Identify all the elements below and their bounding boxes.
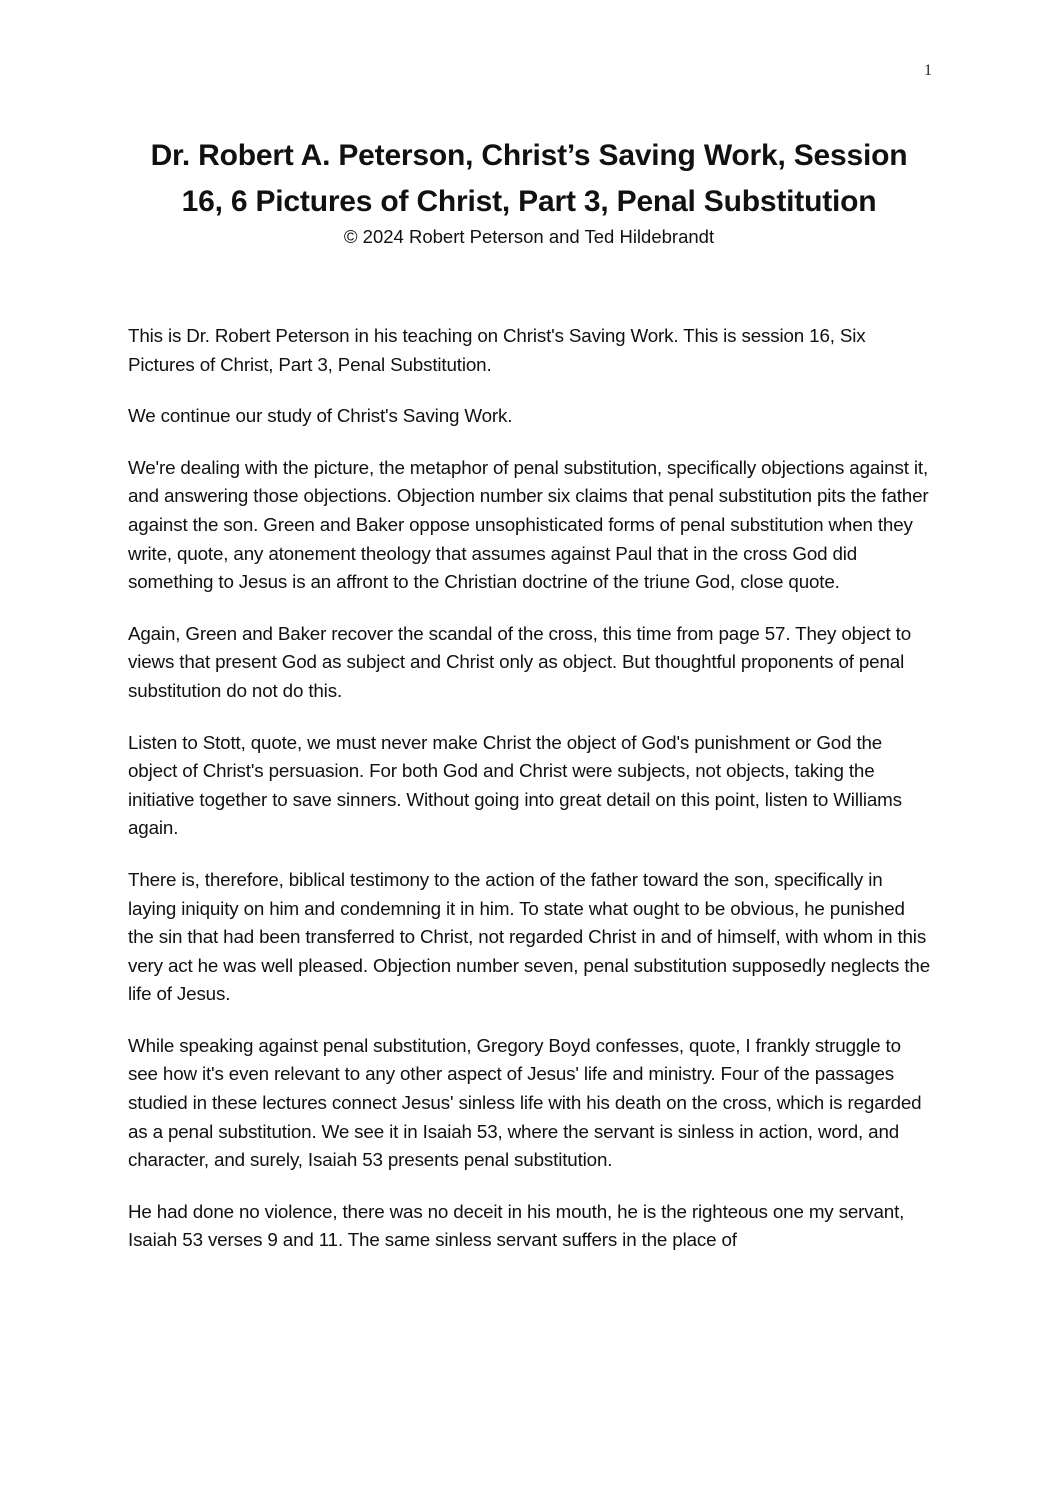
document-title: Dr. Robert A. Peterson, Christ’s Saving Work, Session 16, 6 Pictures of Christ, Part 3, Penal Substitution [150, 139, 908, 218]
paragraph: Listen to Stott, quote, we must never make Christ the object of God's punishment or God the object of Christ's persuasion. For both God and Christ were subjects, not objects, taking the initiative together to save sinners. Without going into great detail on this point, listen to Williams again. [128, 731, 902, 839]
paragraph: This is Dr. Robert Peterson in his teaching on Christ's Saving Work. This is session 16, Six Pictures of Christ, Part 3, Penal Substitution. [128, 325, 866, 375]
paragraph: We're dealing with the picture, the metaphor of penal substitution, specifically objections against it, and answering those objections. Objection number six claims that penal substitution pits the father against the son. Green and Baker oppose unsophisticated forms of penal substitution when they write, quote, any atonement theology that assumes against Paul that in the cross God did something to Jesus is an affront to the Christian doctrine of the triune God, close quote. [128, 456, 929, 593]
copyright-line: © 2024 Robert Peterson and Ted Hildebrandt [343, 226, 715, 247]
paragraph: Again, Green and Baker recover the scandal of the cross, this time from page 57. They object to views that present God as subject and Christ only as object. But thoughtful proponents of penal substitution do not do this. [128, 622, 911, 701]
document-body [128, 322, 932, 1278]
page-number: 1 [924, 62, 932, 79]
paragraph: We continue our study of Christ's Saving Work. [128, 405, 513, 427]
paragraph: While speaking against penal substitution, Gregory Boyd confesses, quote, I frankly struggle to see how it's even relevant to any other aspect of Jesus' life and ministry. Four of the passages studied in these lectures connect Jesus' sinless life with his death on the cross, which is regarded as a penal substitution. We see it in Isaiah 53, where the servant is sinless in action, word, and character, and surely, Isaiah 53 presents penal substitution. [128, 1034, 922, 1171]
paragraph: There is, therefore, biblical testimony to the action of the father toward the son, specifically in laying iniquity on him and condemning it in him. To state what ought to be obvious, he punished the sin that had been transferred to Christ, not regarded Christ in and of himself, with whom in this very act he was well pleased. Objection number seven, penal substitution supposedly neglects the life of Jesus. [128, 868, 931, 1005]
paragraph: He had done no violence, there was no deceit in his mouth, he is the righteous one my servant, Isaiah 53 verses 9 and 11. The same sinless servant suffers in the place of [128, 1200, 905, 1251]
document-header [128, 133, 930, 249]
